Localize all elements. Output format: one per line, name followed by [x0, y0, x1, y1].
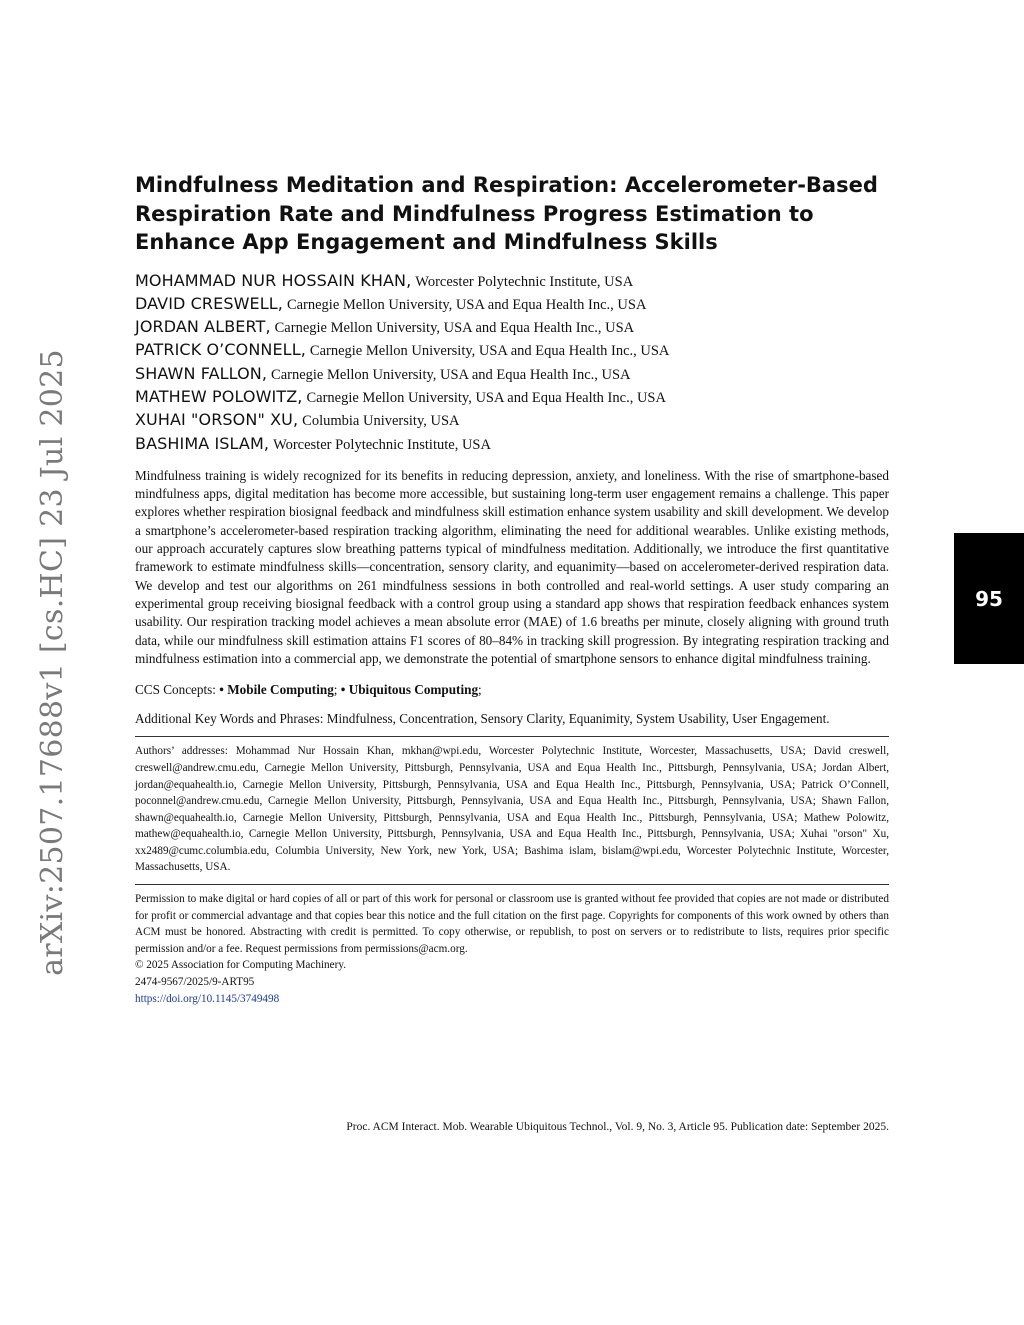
ccs-bullet: • [340, 682, 346, 698]
doi-link[interactable]: https://doi.org/10.1145/3749498 [135, 992, 280, 1005]
article-number-tab [954, 533, 1024, 664]
article-number: 95 [975, 586, 1003, 611]
author-affiliation: Carnegie Mellon University, USA and Equa Health Inc., USA [274, 320, 635, 337]
abstract: Mindfulness training is widely recognized for its benefits in reducing depression, anxiety, and loneliness. With the rise of smartphone-based mindfulness apps, digital meditation has become more accessible, but sustaining long-term user engagement remains a challenge. This paper explores whether respiration biosignal feedback and mindfulness skill estimation enhance system usability and skill development. We develop a smartphone’s accelerometer-based respiration tracking algorithm, eliminating the need for additional wearables. Unlike existing methods, our approach accurately captures slow breathing patterns typical of mindfulness meditation. Additionally, we introduce the first quantitative framework to estimate mindfulness skills—concentration, sensory clarity, and equanimity—based on accelerometer-derived respiration data. We develop and test our algorithms on 261 mindfulness sessions in both controlled and real-world settings. A user study comparing an experimental group receiving biosignal feedback with a control group using a standard app shows that respiration feedback enhances system usability. Our respiration tracking model achieves a mean absolute error (MAE) of 1.6 breaths per minute, closely aligning with ground truth data, while our mindfulness skill estimation attains F1 scores of 80–84% in tracking skill progression. By integrating respiration tracking and mindfulness estimation into a commercial app, we demonstrate the potential of smartphone sensors to enhance digital mindfulness training. [135, 467, 889, 666]
author-entry [135, 294, 889, 317]
author-entry [135, 410, 889, 433]
author-name: JORDAN ALBERT, [135, 317, 271, 337]
author-entry [135, 317, 889, 340]
copyright-line: © 2025 Association for Computing Machinery. [135, 959, 346, 972]
author-name: DAVID CRESWELL, [135, 293, 283, 313]
author-name: MATHEW POLOWITZ, [135, 386, 303, 406]
author-entry [135, 340, 889, 363]
permission-notice: Permission to make digital or hard copies of all or part of this work for personal or classroom use is granted without fee provided that copies are not made or distributed for profit or commercial advantage and that copies bear this notice and the full citation on the first page. Copyrights for components of this work owned by others than ACM must be honored. Abstracting with credit is permitted. To copy otherwise, or republish, to post on servers or to redistribute to lists, requires prior specific permission and/or a fee. Request permissions from permissions@acm.org. [135, 893, 889, 955]
author-affiliation: Carnegie Mellon University, USA and Equa Health Inc., USA [309, 343, 670, 360]
ccs-separator: ; [333, 682, 338, 698]
author-affiliation: Columbia University, USA [302, 413, 460, 430]
issn-line: 2474-9567/2025/9-ART95 [135, 976, 255, 989]
ccs-concept: Ubiquitous Computing [348, 682, 479, 698]
page-footer: Proc. ACM Interact. Mob. Wearable Ubiquitous Technol., Vol. 9, No. 3, Article 95. Publication date: September 2025. [346, 1121, 889, 1133]
author-name: MOHAMMAD NUR HOSSAIN KHAN, [135, 270, 412, 290]
author-affiliation: Carnegie Mellon University, USA and Equa Health Inc., USA [271, 366, 631, 383]
author-name: BASHIMA ISLAM, [135, 433, 270, 453]
author-affiliation: Carnegie Mellon University, USA and Equa Health Inc., USA [306, 389, 666, 406]
paper-content [135, 171, 889, 1007]
author-name: PATRICK O’CONNELL, [135, 340, 306, 360]
ccs-separator: ; [478, 682, 482, 698]
author-name: SHAWN FALLON, [135, 363, 268, 383]
author-affiliation: Worcester Polytechnic Institute, USA [415, 273, 634, 290]
divider [135, 736, 889, 737]
paper-title: Mindfulness Meditation and Respiration: Accelerometer-Based Respiration Rate and Mindfulness Progress Estimation to Enhance App Engagement and Mindfulness Skills [135, 173, 878, 254]
author-entry [135, 364, 889, 387]
author-affiliation: Worcester Polytechnic Institute, USA [273, 436, 491, 453]
ccs-bullet: • [219, 682, 224, 698]
ccs-label: CCS Concepts: [135, 682, 216, 698]
author-addresses: Authors’ addresses: Mohammad Nur Hossain Khan, mkhan@wpi.edu, Worcester Polytechnic Institute, Worcester, Massachusetts, USA; David creswell, creswell@andrew.cmu.edu, Carnegie Mellon University, Pittsburgh, Pennsylvania, USA and Equa Health Inc., Pittsburgh, Pennsylvania, USA; Jordan Albert, jordan@equahealth.io, Carnegie Mellon University, Pittsburgh, Pennsylvania, USA and Equa Health Inc., Pittsburgh, Pennsylvania, USA; Patrick O’Connell, poconnel@andrew.cmu.edu, Carnegie Mellon University, Pittsburgh, Pennsylvania, USA and Equa Health Inc., Pittsburgh, Pennsylvania, USA; Shawn Fallon, shawn@equahealth.io, Carnegie Mellon University, Pittsburgh, Pennsylvania, USA and Equa Health Inc., Pittsburgh, Pennsylvania, USA; Mathew Polowitz, mathew@equahealth.io, Carnegie Mellon University, Pittsburgh, Pennsylvania, USA and Equa Health Inc., Pittsburgh, Pennsylvania, USA; Xuhai "orson" Xu, xx2489@cumc.columbia.edu, Columbia University, New York, new York, USA; Bashima islam, bislam@wpi.edu, Worcester Polytechnic Institute, Worcester, Massachusetts, USA. [135, 745, 889, 874]
keywords: Additional Key Words and Phrases: Mindfulness, Concentration, Sensory Clarity, Equanimity, System Usability, User Engagement. [135, 711, 830, 727]
author-entry [135, 434, 889, 457]
author-affiliation: Carnegie Mellon University, USA and Equa Health Inc., USA [286, 296, 647, 313]
ccs-concepts [135, 681, 889, 699]
author-list [135, 271, 889, 457]
author-name: XUHAI "ORSON" XU, [135, 410, 299, 430]
ccs-concept: Mobile Computing [227, 682, 334, 698]
author-entry [135, 271, 889, 294]
divider [135, 884, 889, 885]
arxiv-id-text: arXiv:2507.17688v1 [cs.HC] 23 Jul 2025 [34, 348, 70, 976]
author-entry [135, 387, 889, 410]
arxiv-identifier-stamp [32, 348, 72, 976]
